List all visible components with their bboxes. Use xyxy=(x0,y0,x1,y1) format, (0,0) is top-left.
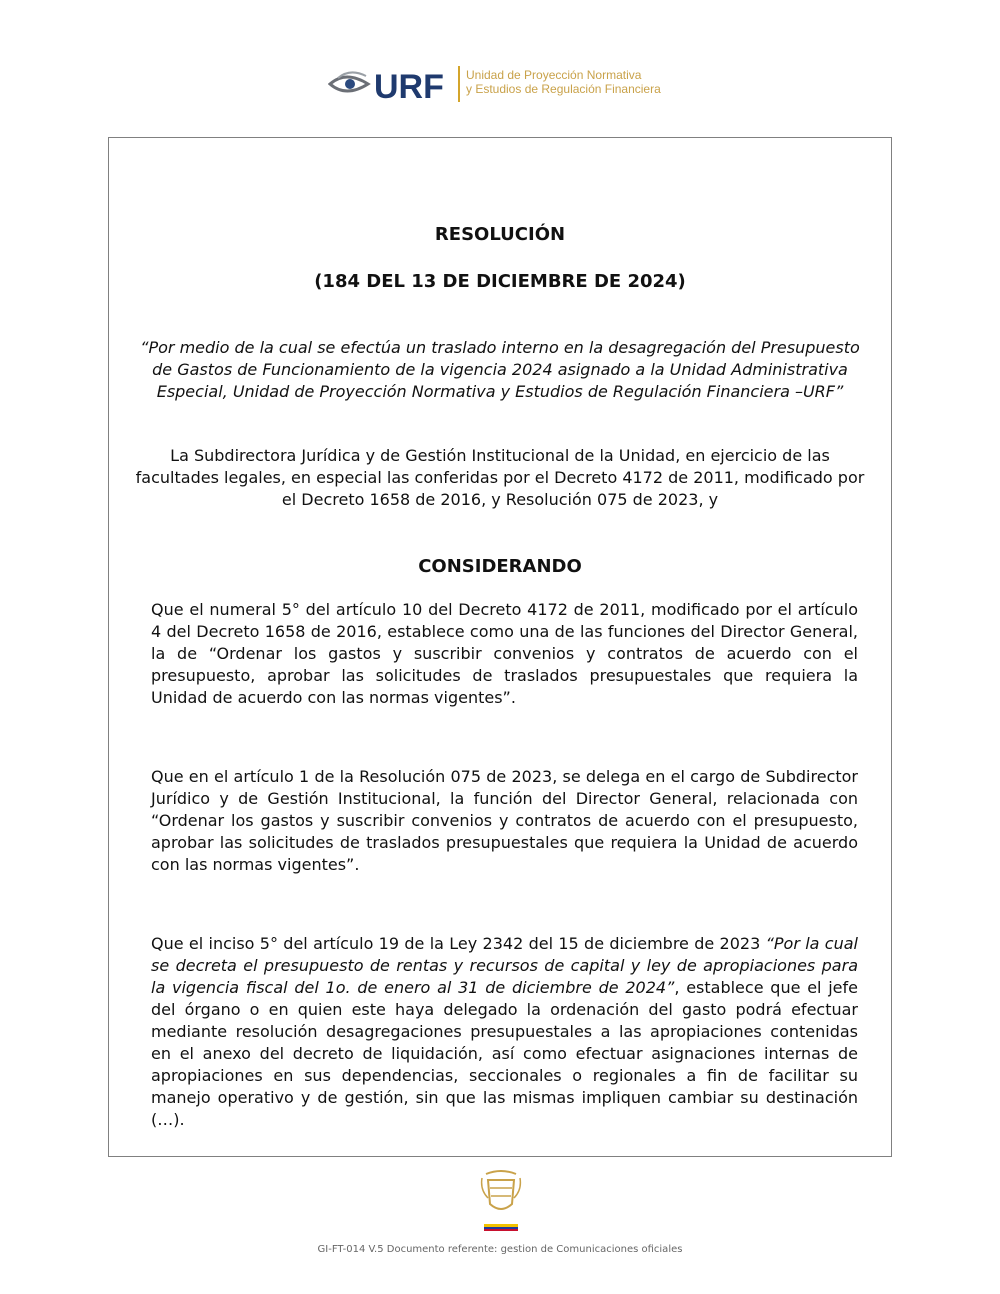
considering-heading: CONSIDERANDO xyxy=(418,556,582,577)
paragraph-3-intro: Que el inciso 5° del artículo 19 de la Ley 2342 del 15 de diciembre de 2023 xyxy=(151,934,761,953)
resolution-subject: “Por medio de la cual se efectúa un traslado interno en la desagregación del Presupuesto de Gastos de Funcionamiento de la vigencia 2024 asignado a la Unidad Administrativa Especial, Unidad de Proyección Normativa y Estudios de Regulación Financiera –URF” xyxy=(140,338,860,401)
considering-paragraph-3 xyxy=(151,933,858,1131)
document-title: RESOLUCIÓN xyxy=(434,224,566,245)
paragraph-3-law-title: “Por la cual se decreta el presupuesto de rentas y recursos de capital y ley de apropiaciones para la vigencia fiscal del 1o. de enero al 31 de diciembre de 2024” xyxy=(151,934,858,997)
considering-paragraph-1: Que el numeral 5° del artículo 10 del Decreto 4172 de 2011, modificado por el artículo 4 del Decreto 1658 de 2016, establece como una de las funciones del Director General, la de “Ordenar los gastos y suscribir convenios y contratos de acuerdo con el presupuesto, aprobar las solicitudes de traslados presupuestales que requiera la Unidad de acuerdo con las normas vigentes”. xyxy=(151,600,858,707)
resolution-number: (184 DEL 13 DE DICIEMBRE DE 2024) xyxy=(314,271,686,292)
logo-line-2: y Estudios de Regulación Financiera xyxy=(466,82,661,96)
authority-statement: La Subdirectora Jurídica y de Gestión Institucional de la Unidad, en ejercicio de las facultades legales, en especial las conferidas por el Decreto 4172 de 2011, modificado por el Decreto 1658 de 2016, y Resolución 075 de 2023, y xyxy=(135,446,865,509)
urf-logo-icon xyxy=(328,62,452,106)
paragraph-3-body: , establece que el jefe del órgano o en quien este haya delegado la ordenación del gasto podrá efectuar mediante resolución desagregaciones presupuestales a las apropiaciones contenidas en el anexo del decreto de liquidación, así como efectuar asignaciones internas de apropiaciones en sus dependencias, seccionales o regionales a fin de facilitar su manejo operativo y de gestión, sin que las mismas impliquen cambiar su destinación (…). xyxy=(151,978,859,1129)
footer-text: GI-FT-014 V.5 Documento referente: gestion de Comunicaciones oficiales xyxy=(317,1244,683,1255)
logo-text xyxy=(466,68,726,96)
logo-letters: URF xyxy=(374,68,444,106)
logo-divider xyxy=(458,66,460,102)
page-header xyxy=(0,60,1000,108)
considering-paragraph-2: Que en el artículo 1 de la Resolución 075 de 2023, se delega en el cargo de Subdirector Jurídico y de Gestión Institucional, la función del Director General, relacionada con “Ordenar los gastos y suscribir convenios y contratos de acuerdo con el presupuesto, aprobar las solicitudes de traslados presupuestales que requiera la Unidad de acuerdo con las normas vigentes”. xyxy=(151,767,858,874)
colombia-coat-of-arms-icon xyxy=(478,1168,524,1234)
logo-line-1: Unidad de Proyección Normativa xyxy=(466,68,642,82)
